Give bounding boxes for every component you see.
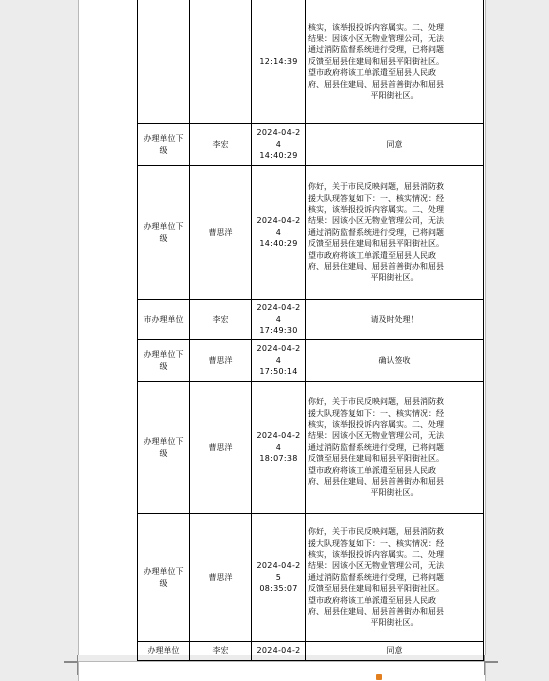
time-cell (252, 124, 306, 166)
time-line: 2024-04-2 (256, 431, 301, 441)
content-line: 同意 (386, 646, 403, 656)
process-record-table (137, 0, 484, 661)
time-line: 2024-04-2 (256, 646, 301, 656)
content-cell (306, 0, 484, 124)
time-line: 18:07:38 (259, 454, 298, 464)
content-line: 平阳街社区。 (370, 488, 419, 498)
table-row (138, 340, 484, 382)
person-cell (190, 0, 252, 124)
content-line: 同意 (386, 139, 403, 149)
content-line: 援大队现答复如下：一、核实情况：经 (308, 538, 444, 548)
content-line: 府、屈县住建局、屈县首善街办和屈县 (308, 79, 444, 89)
crop-mark-bottom-left (64, 662, 78, 675)
time-line: 2024-04-2 (256, 344, 301, 354)
content-cell (306, 340, 484, 382)
dept-cell: 办理单位下级 (138, 166, 190, 300)
content-line: 核实，该举报投诉内容属实。二、处理 (308, 22, 444, 32)
time-cell (252, 166, 306, 300)
content-cell (306, 382, 484, 514)
time-line: 4 (275, 314, 282, 324)
table-row (138, 300, 484, 340)
time-line: 2024-04-2 (256, 216, 301, 226)
person-cell: 曹思洋 (190, 340, 252, 382)
time-line: 4 (275, 442, 282, 452)
time-line: 2024-04-2 (256, 561, 301, 571)
dept-cell: 办理单位 (138, 642, 190, 661)
content-line: 府、屈县住建局、屈县首善街办和屈县 (308, 477, 444, 487)
table-row (138, 514, 484, 642)
content-line: 府、屈县住建局、屈县首善街办和屈县 (308, 262, 444, 272)
crop-mark-top-left (64, 655, 78, 662)
app-icon (376, 674, 382, 680)
time-line: 12:14:39 (259, 56, 298, 66)
crop-mark-top-right (484, 655, 498, 662)
content-cell (306, 642, 484, 661)
person-cell: 曹思洋 (190, 514, 252, 642)
content-line: 结果：因该小区无物业管理公司，无法 (308, 216, 444, 226)
time-line: 2024-04-2 (256, 303, 301, 313)
table-row (138, 642, 484, 661)
time-line: 17:50:14 (259, 367, 298, 377)
time-line: 2024-04-2 (256, 128, 301, 138)
content-line: 援大队现答复如下：一、核实情况：经 (308, 408, 444, 418)
content-line: 你好，关于市民反映问题，屈县消防救 (308, 527, 444, 537)
dept-cell (138, 0, 190, 124)
table-row (138, 166, 484, 300)
person-cell: 曹思洋 (190, 382, 252, 514)
time-cell (252, 300, 306, 340)
content-line: 望市政府将该工单派遣至屈县人民政 (308, 250, 436, 260)
dept-cell: 市办理单位 (138, 300, 190, 340)
dept-cell: 办理单位下级 (138, 124, 190, 166)
content-line: 通过消防监督系统进行受理，已将问题 (308, 442, 444, 452)
table-row (138, 382, 484, 514)
content-line: 结果：因该小区无物业管理公司，无法 (308, 431, 444, 441)
content-line: 望市政府将该工单派遣至屈县人民政 (308, 68, 436, 78)
content-line: 结果：因该小区无物业管理公司，无法 (308, 33, 444, 43)
content-cell (306, 300, 484, 340)
content-line: 反馈至屈县住建局和屈县平阳街社区。 (308, 454, 444, 464)
content-line: 请及时处理！ (370, 314, 419, 324)
content-line: 平阳街社区。 (370, 618, 419, 628)
content-line: 你好，关于市民反映问题，屈县消防救 (308, 397, 444, 407)
content-line: 府、屈县住建局、屈县首善街办和屈县 (308, 607, 444, 617)
time-line: 4 (275, 227, 282, 237)
dept-cell: 办理单位下级 (138, 514, 190, 642)
content-line: 通过消防监督系统进行受理，已将问题 (308, 227, 444, 237)
crop-mark-bottom-right (484, 662, 498, 675)
content-line: 援大队现答复如下：一、核实情况：经 (308, 193, 444, 203)
time-line: 4 (275, 139, 282, 149)
content-cell (306, 166, 484, 300)
time-line: 5 (275, 572, 282, 582)
content-line: 反馈至屈县住建局和屈县平阳街社区。 (308, 584, 444, 594)
content-line: 核实，该举报投诉内容属实。二、处理 (308, 419, 444, 429)
dept-cell: 办理单位下级 (138, 340, 190, 382)
table-row (138, 0, 484, 124)
content-line: 你好，关于市民反映问题，屈县消防救 (308, 182, 444, 192)
content-line: 结果：因该小区无物业管理公司，无法 (308, 561, 444, 571)
content-line: 望市政府将该工单派遣至屈县人民政 (308, 595, 436, 605)
content-line: 通过消防监督系统进行受理，已将问题 (308, 572, 444, 582)
person-cell: 李宏 (190, 642, 252, 661)
dept-cell: 办理单位下级 (138, 382, 190, 514)
person-cell: 李宏 (190, 124, 252, 166)
content-line: 平阳街社区。 (370, 91, 419, 101)
time-line: 4 (275, 355, 282, 365)
table-row (138, 124, 484, 166)
content-line: 望市政府将该工单派遣至屈县人民政 (308, 465, 436, 475)
content-line: 核实，该举报投诉内容属实。二、处理 (308, 204, 444, 214)
time-cell (252, 340, 306, 382)
time-line: 17:49:30 (259, 326, 298, 336)
content-line: 核实，该举报投诉内容属实。二、处理 (308, 549, 444, 559)
time-cell (252, 382, 306, 514)
time-cell (252, 514, 306, 642)
content-line: 平阳街社区。 (370, 273, 419, 283)
content-cell (306, 124, 484, 166)
content-line: 确认签收 (378, 355, 411, 365)
time-cell (252, 642, 306, 661)
time-cell (252, 0, 306, 124)
content-cell (306, 514, 484, 642)
time-line: 14:40:29 (259, 239, 298, 249)
time-line: 14:40:29 (259, 151, 298, 161)
person-cell: 李宏 (190, 300, 252, 340)
time-line: 08:35:07 (259, 584, 298, 594)
content-line: 反馈至屈县住建局和屈县平阳街社区。 (308, 239, 444, 249)
content-line: 通过消防监督系统进行受理，已将问题 (308, 45, 444, 55)
next-page (78, 661, 486, 681)
content-line: 反馈至屈县住建局和屈县平阳街社区。 (308, 56, 444, 66)
person-cell: 曹思洋 (190, 166, 252, 300)
